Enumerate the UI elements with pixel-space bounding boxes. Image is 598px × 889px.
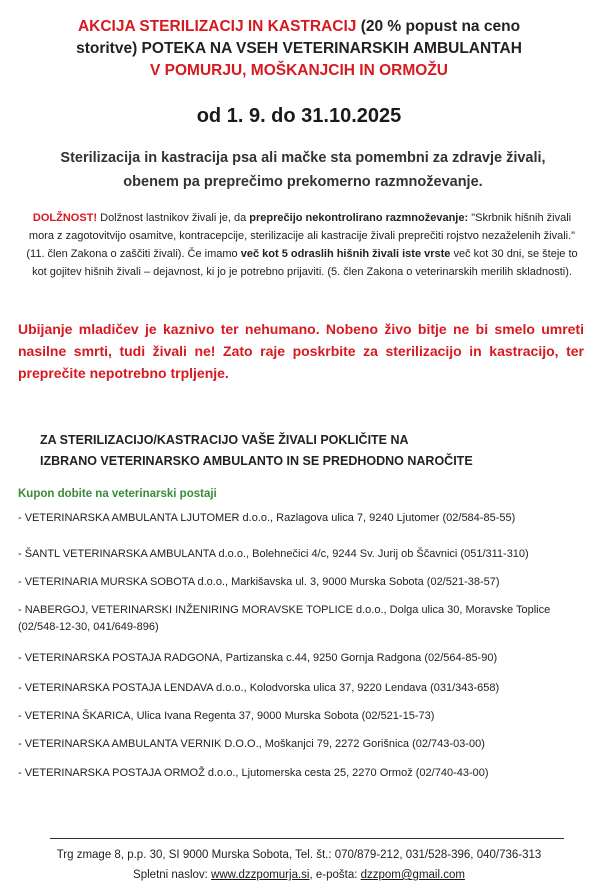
duty-bold-1: preprečijo nekontrolirano razmnoževanje:: [249, 212, 469, 224]
clinic-item: - ŠANTL VETERINARSKA AMBULANTA d.o.o., Bolehnečici 4/c, 9244 Sv. Jurij ob Ščavnici (051/311-310): [18, 548, 529, 560]
duty-bold-2: več kot 5 odraslih hišnih živali iste vrste: [240, 248, 451, 260]
duty-paragraph: [22, 209, 582, 281]
title-line-2: storitve) POTEKA NA VSEH VETERINARSKIH AMBULANTAH: [76, 40, 522, 57]
cta-line-2: IZBRANO VETERINARSKO AMBULANTO IN SE PREDHODNO NAROČITE: [40, 454, 473, 468]
clinic-item: - VETERINARSKA POSTAJA LENDAVA d.o.o., Kolodvorska ulica 37, 9220 Lendava (031/343-658): [18, 682, 500, 694]
duty-text-1: Dolžnost lastnikov živali je, da: [97, 212, 250, 224]
website-link[interactable]: www.dzzpomurja.si: [211, 869, 310, 881]
footer-address: Trg zmage 8, p.p. 30, SI 9000 Murska Sobota, Tel. št.: 070/879-212, 031/528-396, 040/736-313: [56, 849, 542, 861]
clinic-item: - NABERGOJ, VETERINARSKI INŽENIRING MORAVSKE TOPLICE d.o.o., Dolga ulica 30, Moravske Toplice (02/548-12-30, 041/649-896): [18, 604, 551, 633]
footer: [0, 845, 598, 885]
email-label: , e-pošta:: [309, 869, 361, 881]
duty-text-2: "Skrbnik hišnih živali mora z zagotovitvijo osamitve, kontracepcije, sterilizacije ali kastracije živali preprečiti rojstvo nezaželenih živali." (11. člen Zakona o zaščiti živali). Če imamo: [26, 212, 576, 260]
intro-line-1: Sterilizacija in kastracija psa ali mačke sta pomembni za zdravje živali,: [60, 150, 546, 166]
campaign-dates: od 1. 9. do 31.10.2025: [196, 105, 402, 127]
title-campaign-name: AKCIJA STERILIZACIJ IN KASTRACIJ: [77, 18, 357, 35]
intro-line-2: obenem pa preprečimo prekomerno razmnoževanje.: [123, 174, 483, 190]
warning-text: Ubijanje mladičev je kaznivo ter nehumano. Nobeno živo bitje ne bi smelo umreti nasilne smrti, tudi živali ne! Zato raje poskrbite za sterilizacijo in kastracijo, ter preprečite nepotrebno trpljenje.: [18, 321, 584, 381]
clinic-item: - VETERINARSKA AMBULANTA LJUTOMER d.o.o., Razlagova ulica 7, 9240 Ljutomer (02/584-85-55): [18, 512, 516, 524]
coupon-note: Kupon dobite na veterinarski postaji: [18, 488, 217, 500]
intro-text: [18, 146, 588, 194]
clinic-item: - VETERINA ŠKARICA, Ulica Ivana Regenta 37, 9000 Murska Sobota (02/521-15-73): [18, 710, 435, 722]
email-link[interactable]: dzzpom@gmail.com: [360, 869, 465, 881]
clinic-item: - VETERINARSKA POSTAJA ORMOŽ d.o.o., Ljutomerska cesta 25, 2270 Ormož (02/740-43-00): [18, 767, 489, 779]
clinic-item: - VETERINARIA MURSKA SOBOTA d.o.o., Markišavska ul. 3, 9000 Murska Sobota (02/521-38-57): [18, 576, 500, 588]
title-region: V POMURJU, MOŠKANJCIH IN ORMOŽU: [150, 62, 448, 79]
web-label: Spletni naslov:: [133, 869, 212, 881]
footer-divider: [50, 838, 564, 839]
duty-label: DOLŽNOST!: [32, 212, 98, 224]
duty-text-3: več kot 30 dni, se šteje to kot gojitev hišnih živali – dejavnost, ki jo je potrebno prijaviti. (5. člen Zakona o veterinarskih merilih skladnosti).: [32, 248, 578, 278]
cta-line-1: ZA STERILIZACIJO/KASTRACIJO VAŠE ŽIVALI POKLIČITE NA: [40, 433, 409, 447]
campaign-title: [12, 16, 586, 82]
clinic-item: - VETERINARSKA AMBULANTA VERNIK D.O.O., Moškanjci 79, 2272 Gorišnica (02/743-03-00): [18, 738, 485, 750]
title-discount: (20 % popust na ceno: [360, 18, 521, 35]
clinic-item: - VETERINARSKA POSTAJA RADGONA, Partizanska c.44, 9250 Gornja Radgona (02/564-85-90): [18, 652, 498, 664]
footer-contact: [0, 865, 598, 885]
call-to-action: [40, 430, 580, 472]
